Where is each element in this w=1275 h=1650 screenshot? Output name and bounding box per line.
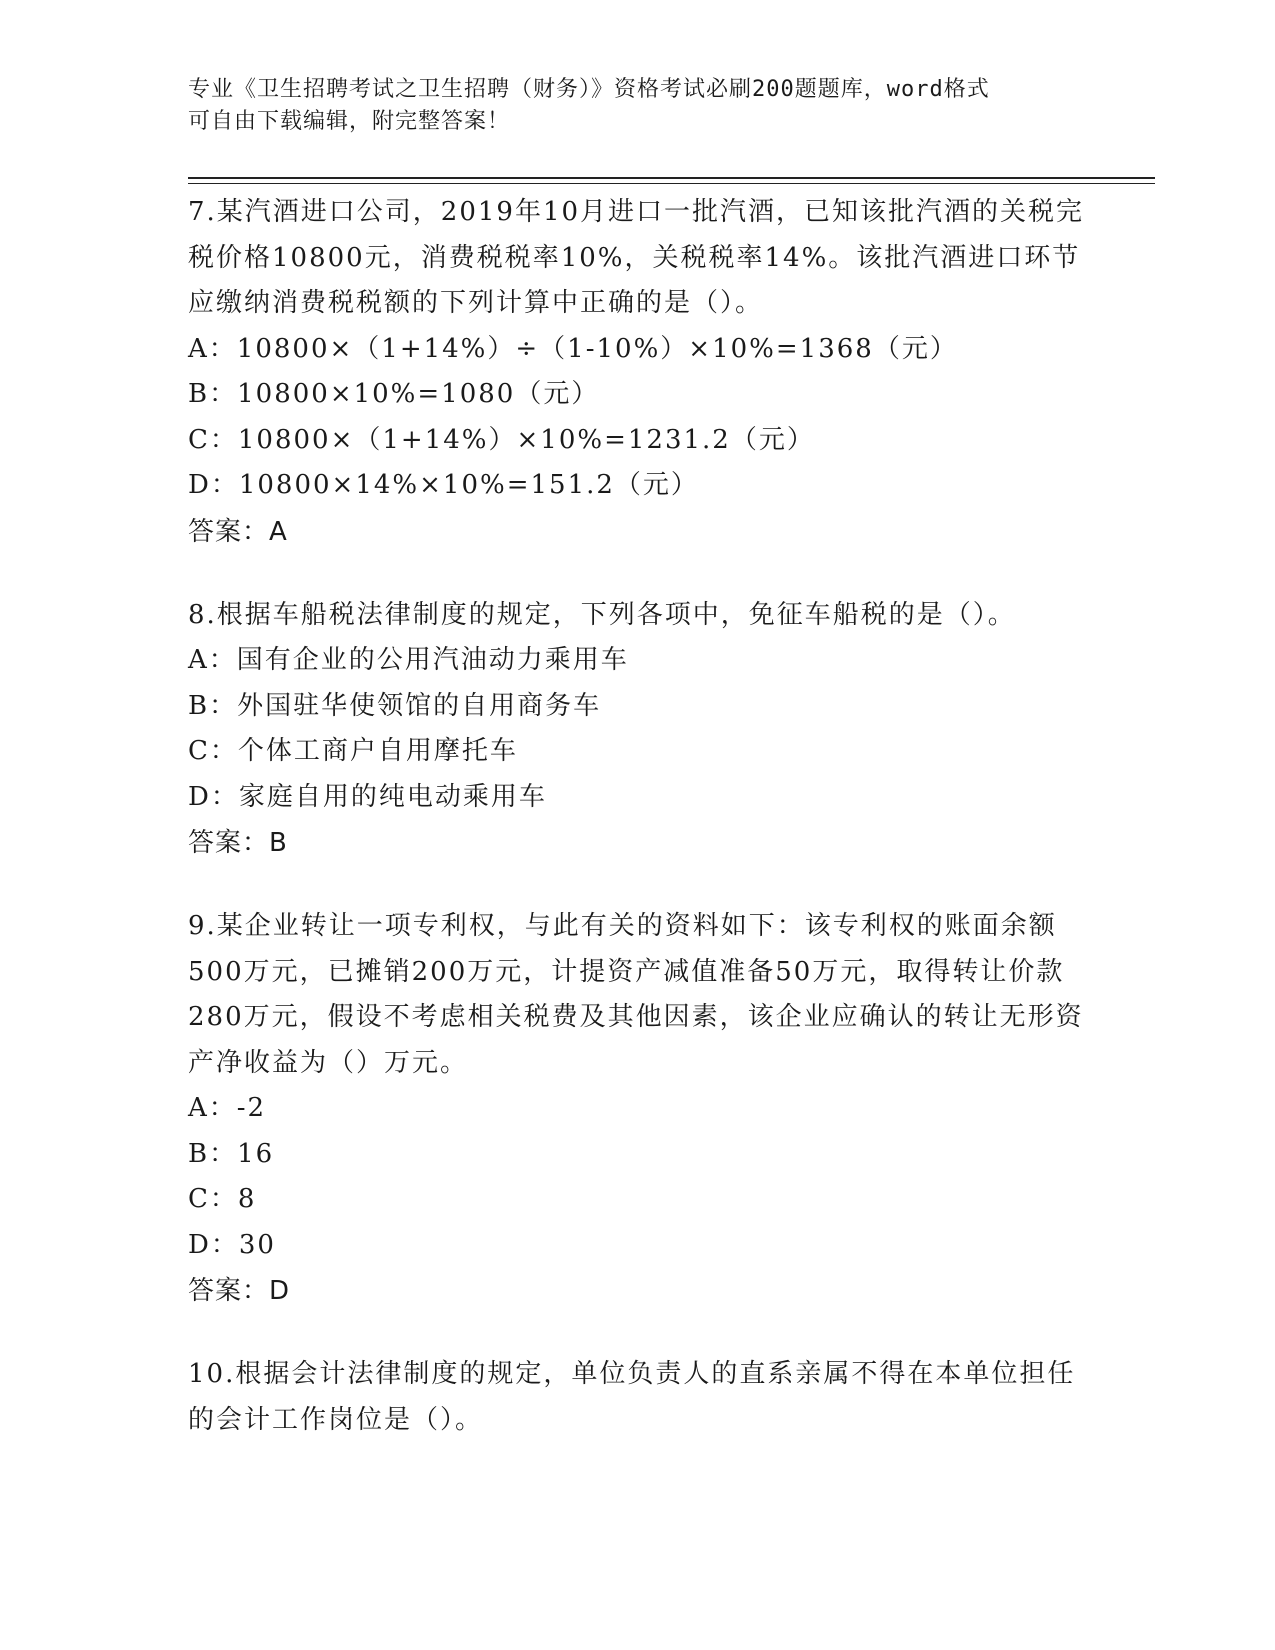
option-a: A：10800×（1+14%）÷（1-10%）×10%=1368（元）	[188, 333, 958, 364]
question-8	[188, 593, 1088, 867]
header-divider-thin	[188, 183, 1155, 184]
answer-line: 答案：A	[188, 516, 288, 547]
header-divider-thick	[188, 177, 1155, 179]
header-line-1: 专业《卫生招聘考试之卫生招聘（财务）》资格考试必刷200题题库，word格式	[188, 77, 990, 102]
option-a: A：国有企业的公用汽油动力乘用车	[188, 645, 629, 675]
option-d: D：家庭自用的纯电动乘用车	[188, 781, 547, 812]
document-header	[188, 74, 1068, 138]
question-stem: 9.某企业转让一项专利权，与此有关的资料如下：该专利权的账面余额500万元，已摊销200万元，计提资产减值准备50万元，取得转让价款280万元，假设不考虑相关税费及其他因素，该企业应确认的转让无形资产净收益为（）万元。	[188, 911, 1084, 1078]
question-stem: 10.根据会计法律制度的规定，单位负责人的直系亲属不得在本单位担任的会计工作岗位是（）。	[188, 1359, 1076, 1435]
option-d: D：30	[188, 1229, 276, 1260]
option-c: C：10800×（1+14%）×10%=1231.2（元）	[188, 424, 815, 455]
answer-line: 答案：D	[188, 1276, 291, 1306]
option-d: D：10800×14%×10%=151.2（元）	[188, 470, 699, 500]
question-9	[188, 904, 1088, 1314]
option-c: C：个体工商户自用摩托车	[188, 736, 518, 766]
option-b: B：外国驻华使领馆的自用商务车	[188, 690, 602, 721]
question-7	[188, 190, 1088, 555]
option-c: C：8	[188, 1184, 257, 1214]
question-list	[188, 190, 1088, 1481]
question-stem: 7.某汽酒进口公司，2019年10月进口一批汽酒，已知该批汽酒的关税完税价格10800元，消费税税率10%，关税税率14%。该批汽酒进口环节应缴纳消费税税额的下列计算中正确的是（）。	[188, 197, 1085, 318]
question-10	[188, 1352, 1088, 1443]
option-a: A：-2	[188, 1093, 267, 1123]
header-line-2: 可自由下载编辑，附完整答案！	[188, 109, 511, 134]
answer-line: 答案：B	[188, 828, 288, 858]
question-stem: 8.根据车船税法律制度的规定，下列各项中，免征车船税的是（）。	[188, 599, 1016, 630]
option-b: B：10800×10%=1080（元）	[188, 379, 600, 409]
option-b: B：16	[188, 1138, 275, 1169]
